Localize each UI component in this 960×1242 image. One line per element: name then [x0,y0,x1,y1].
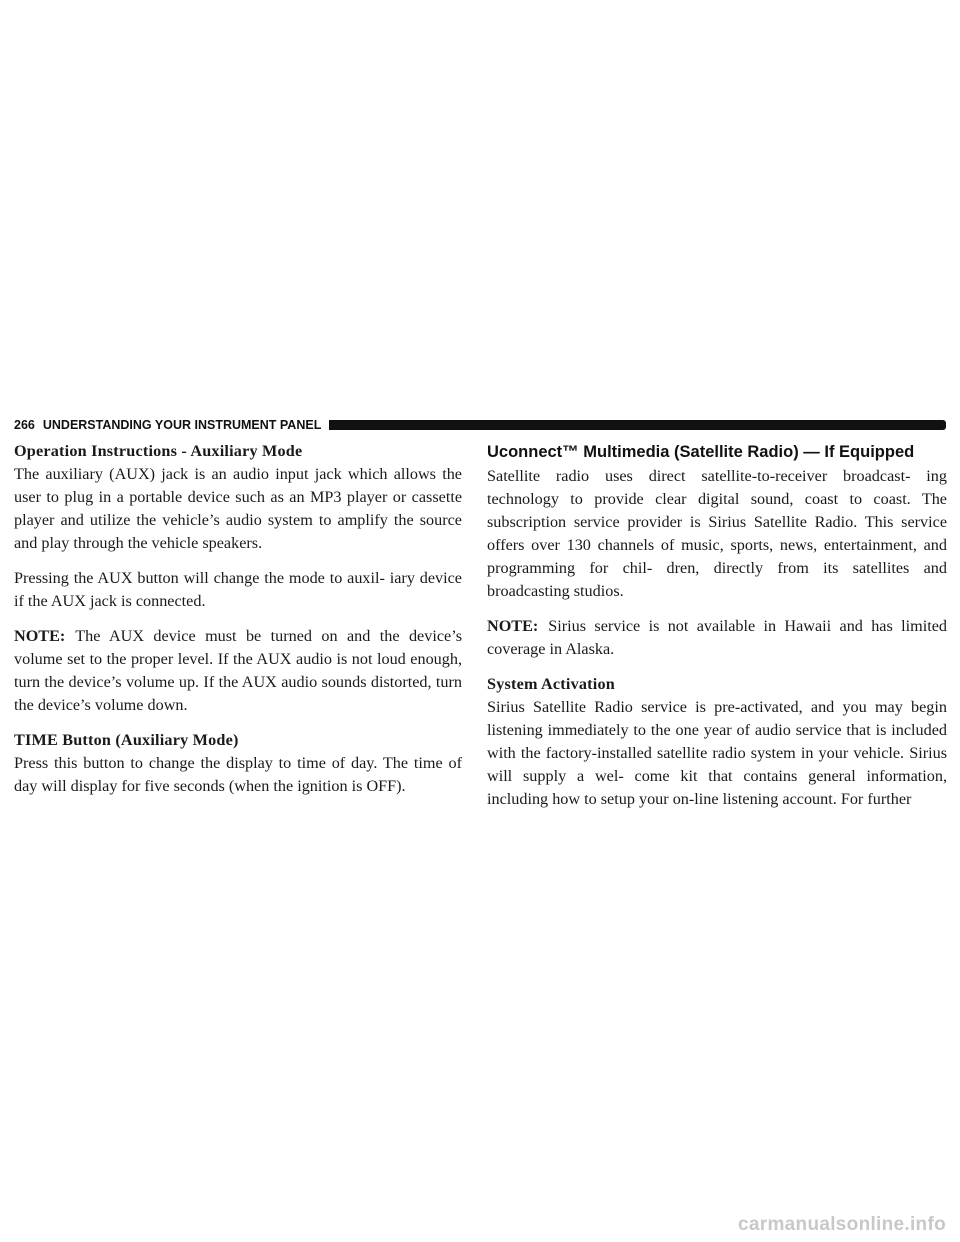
left-column [14,440,462,810]
watermark-text: carmanualsonline.info [738,1214,946,1235]
note-label: NOTE: [14,627,66,645]
paragraph-time-button: Press this button to change the display to time of day. The time of day will display for five seconds (when the ignition is OFF). [14,754,462,795]
heading-system-activation: System Activation [487,675,615,693]
heading-satellite-radio: Uconnect™ Multimedia (Satellite Radio) — If Equipped [487,443,915,461]
paragraph-aux-jack: The auxiliary (AUX) jack is an audio input jack which allows the user to plug in a portable device such as an MP3 player or cassette player and utilize the vehicle’s audio system to amplify the source and play through the vehicle speakers. [14,465,462,552]
page-header [14,418,946,432]
note-text: Sirius service is not available in Hawaii and has limited coverage in Alaska. [487,617,947,658]
paragraph-satellite-intro: Satellite radio uses direct satellite-to-receiver broadcast- ing technology to provide clear digital sound, coast to coast. The subscription service provider is Sirius Satellite Radio. This service offers over 130 channels of music, sports, news, entertainment, and programming for chil- dren, directly from its satellites and broadcasting studios. [487,467,947,600]
paragraph-system-activation: Sirius Satellite Radio service is pre-activated, and you may begin listening immediately to the one year of audio service that is included with the factory-installed satellite radio system in your vehicle. Sirius will supply a wel- come kit that contains general information, including how to setup your on-line listening account. For further [487,698,947,808]
paragraph-aux-button: Pressing the AUX button will change the mode to auxil- iary device if the AUX jack is connected. [14,569,462,610]
right-column [487,440,947,823]
note-text: The AUX device must be turned on and the device’s volume set to the proper level. If the AUX audio is not loud enough, turn the device’s volume up. If the AUX audio sounds distorted, turn the device’s volume down. [14,627,462,714]
page-number: 266 [14,418,35,432]
heading-time-button: TIME Button (Auxiliary Mode) [14,731,239,749]
heading-aux-mode: Operation Instructions - Auxiliary Mode [14,442,303,460]
header-rule-bar [329,420,946,430]
section-title: UNDERSTANDING YOUR INSTRUMENT PANEL [42,418,322,432]
note-label: NOTE: [487,617,539,635]
note-aux-volume [14,625,462,717]
note-sirius-coverage [487,615,947,661]
